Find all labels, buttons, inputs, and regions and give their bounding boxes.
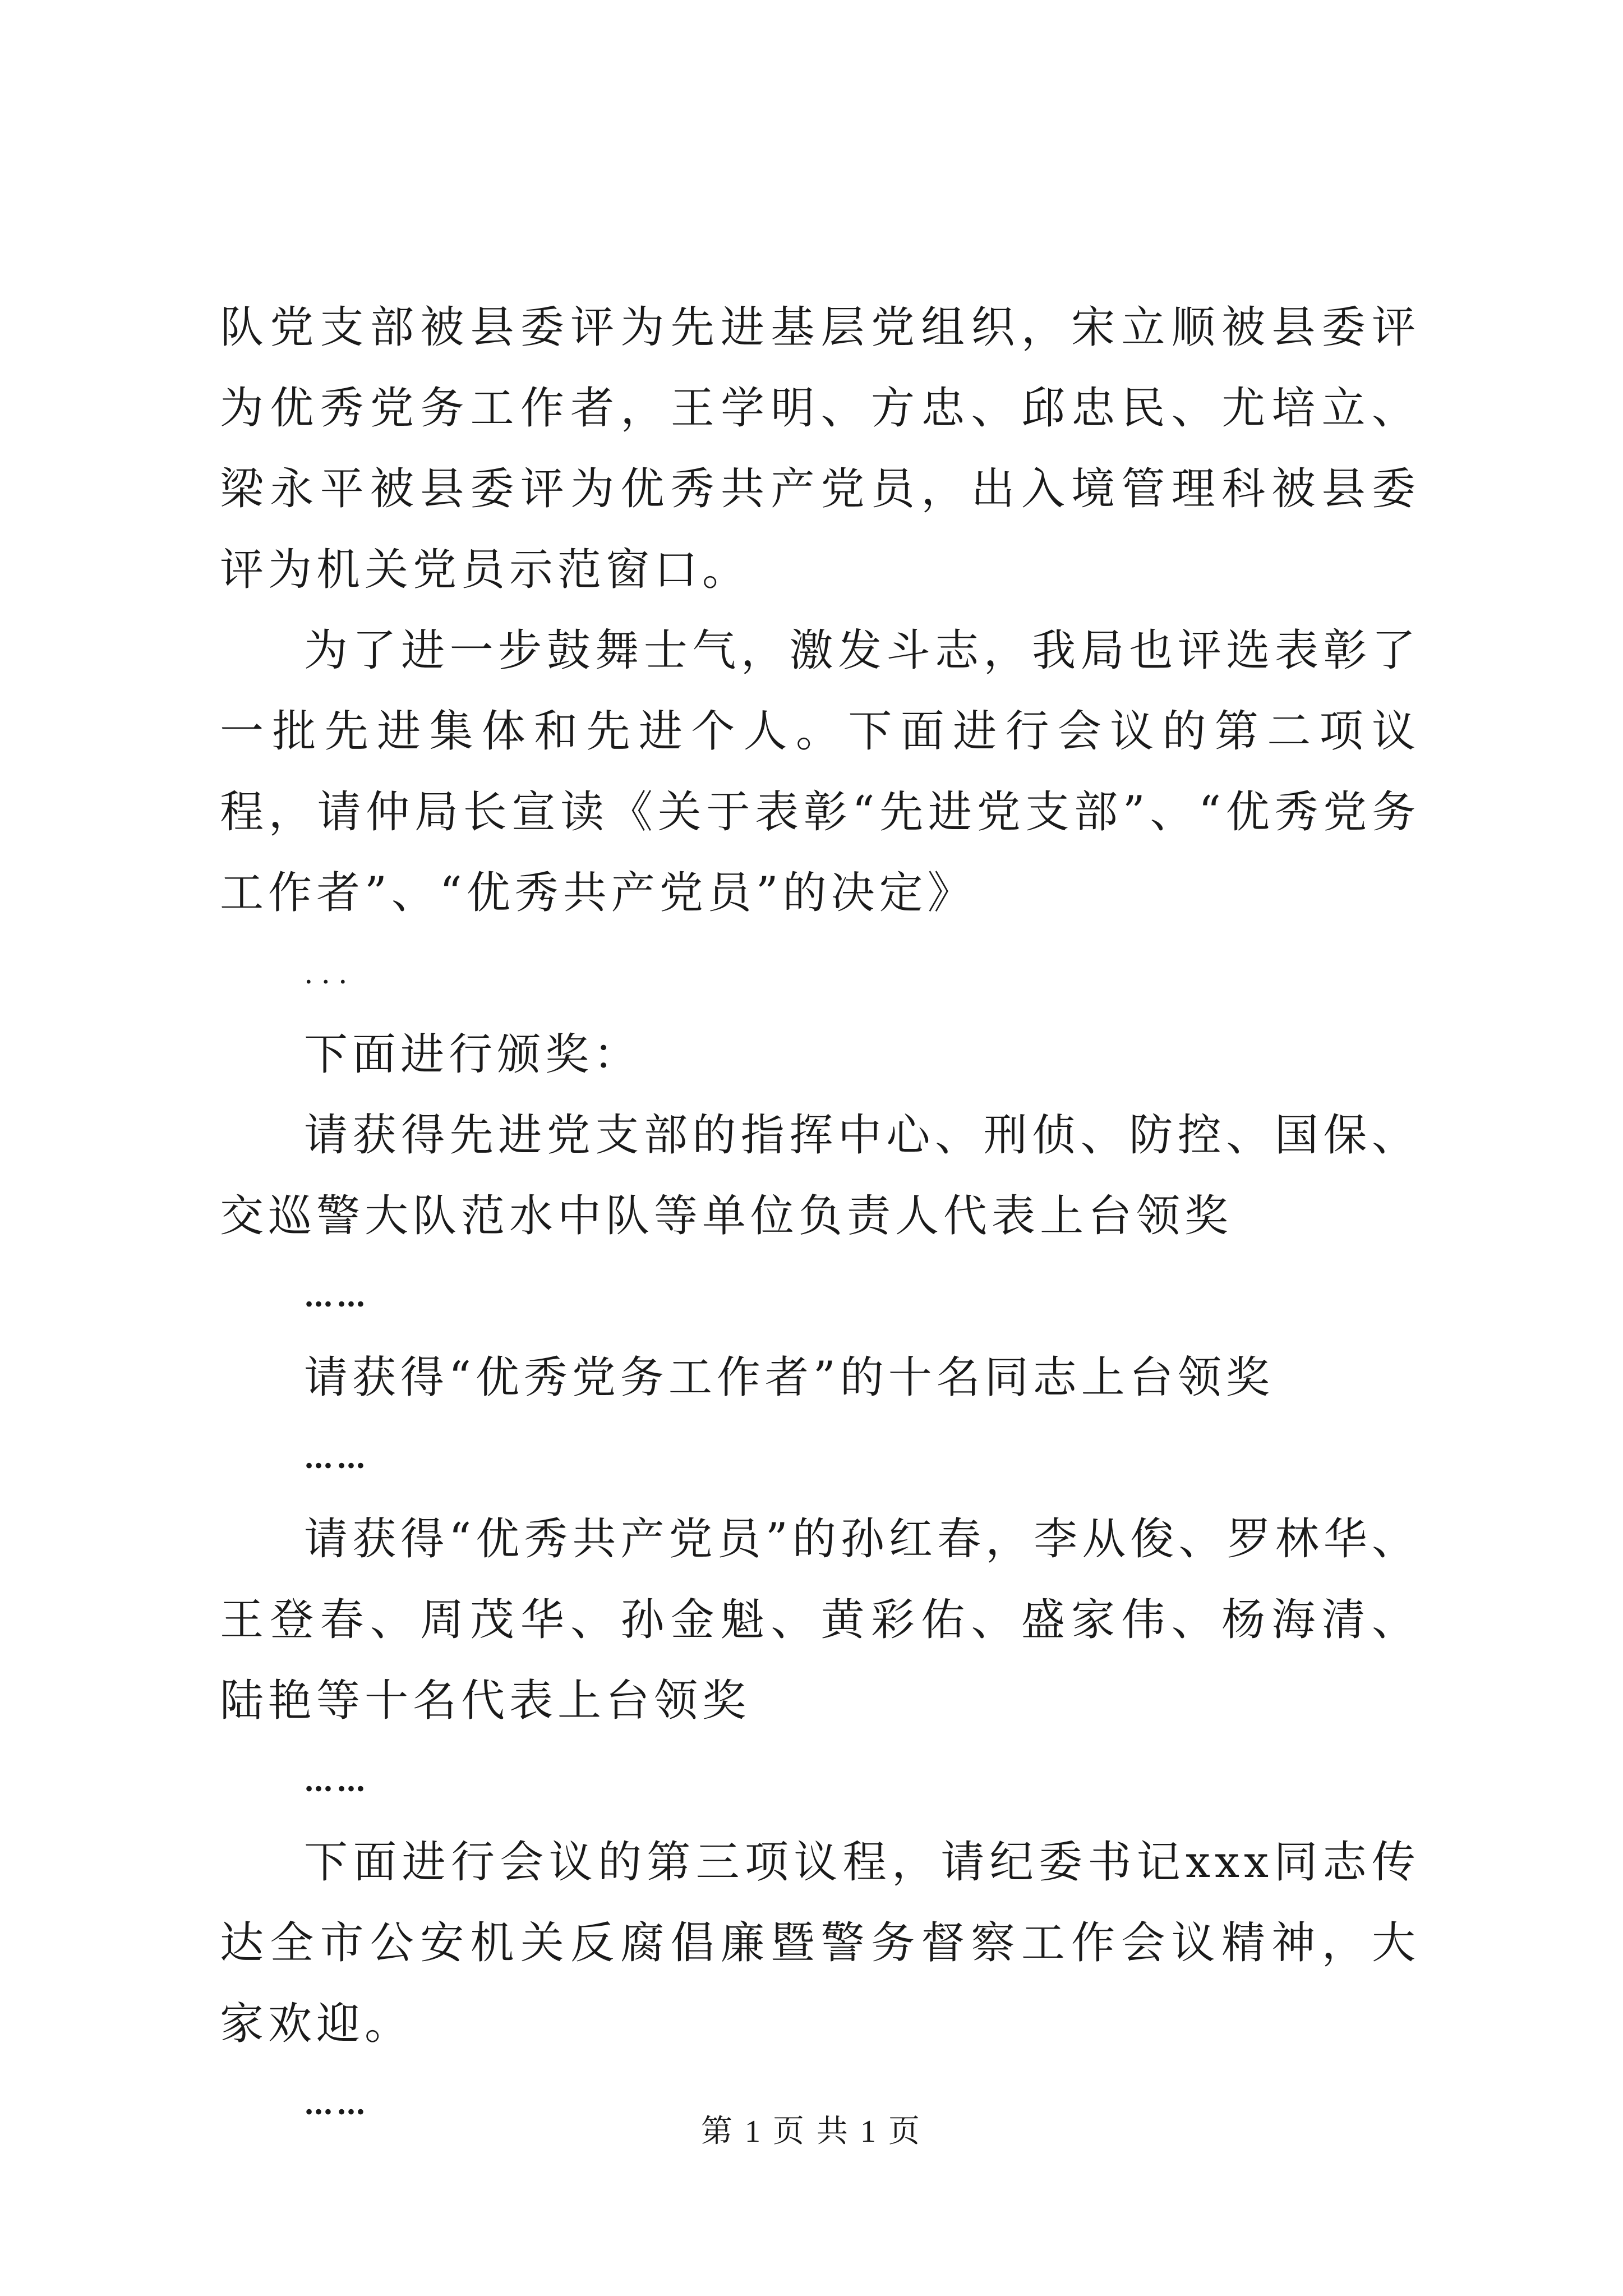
paragraph-award-start: 下面进行颁奖： [304, 1029, 642, 1080]
ellipsis-marker: …… [304, 1764, 369, 1798]
document-body [220, 287, 1420, 2145]
page-number-footer: 第 1 页 共 1 页 [701, 2114, 922, 2149]
paragraph-advanced-branch-award: 请获得先进党支部的指挥中心、刑侦、防控、国保、交巡警大队范水中队等单位负责人代表上台领奖 [220, 1110, 1420, 1241]
paragraph-commendation-decision: 为了进一步鼓舞士气，激发斗志，我局也评选表彰了一批先进集体和先进个人。下面进行会议的第二项议程，请仲局长宣读《关于表彰“先进党支部”、“优秀党务工作者”、“优秀共产党员”的决定》 [220, 625, 1420, 918]
ellipsis-marker: …… [304, 1280, 369, 1314]
ellipsis-marker: ... [304, 957, 356, 991]
paragraph-award-announcement: 队党支部被县委评为先进基层党组织，宋立顺被县委评为优秀党务工作者，王学明、方忠、邱忠民、尤培立、梁永平被县委评为优秀共产党员，出入境管理科被县委评为机关党员示范窗口。 [220, 302, 1420, 595]
ellipsis-marker: …… [304, 1441, 369, 1475]
paragraph-third-agenda: 下面进行会议的第三项议程，请纪委书记xxx同志传达全市公安机关反腐倡廉暨警务督察工作会议精神，大家欢迎。 [220, 1837, 1420, 2049]
paragraph-party-member-award: 请获得“优秀共产党员”的孙红春，李从俊、罗林华、王登春、周茂华、孙金魁、黄彩佑、盛家伟、杨海清、陆艳等十名代表上台领奖 [220, 1514, 1420, 1726]
ellipsis-marker: …… [304, 2087, 369, 2122]
paragraph-party-worker-award: 请获得“优秀党务工作者”的十名同志上台领奖 [304, 1352, 1274, 1403]
